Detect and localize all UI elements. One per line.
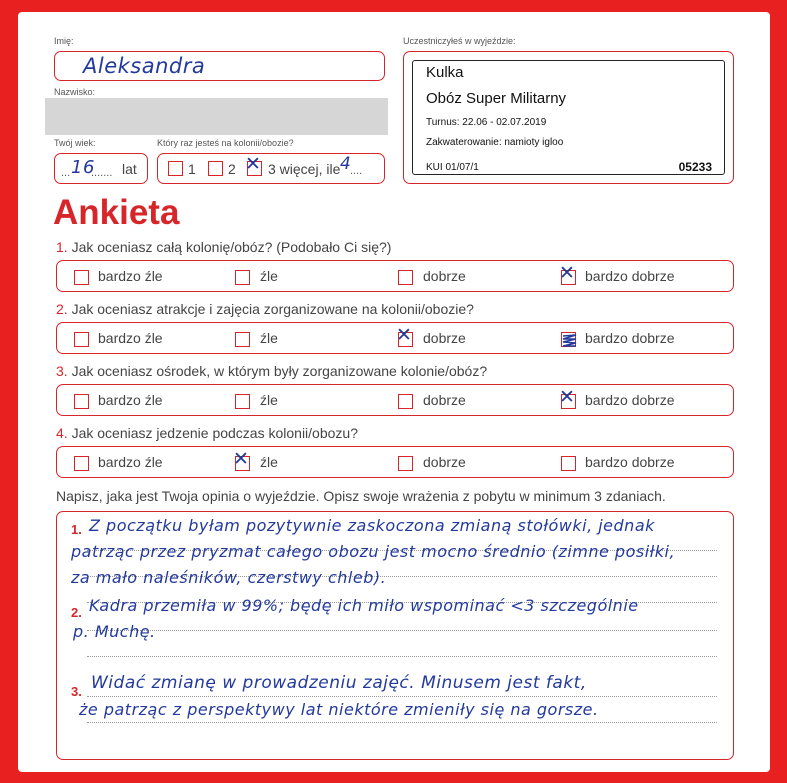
check-mark-icon: ✕ — [245, 153, 261, 175]
imie-field[interactable] — [54, 51, 385, 81]
camp-code: KUI 01/07/1 — [426, 162, 479, 173]
check-mark-icon: ✕ — [396, 324, 412, 346]
ktory-raz-option-1: 1 — [188, 161, 196, 177]
opinion-line-6: Widać zmianę w prowadzeniu zajęć. Minusem jest fakt, — [91, 673, 587, 693]
q1-option-zle: źle — [260, 268, 278, 284]
q4-checkbox-bardzo-zle[interactable] — [74, 456, 89, 471]
wiek-value: 16 — [71, 157, 95, 178]
q4-option-bardzo-dobrze: bardzo dobrze — [585, 454, 675, 470]
opinion-number-1: 1. — [71, 522, 82, 537]
q4-checkbox-zle[interactable] — [233, 448, 250, 471]
q3-checkbox-bardzo-dobrze[interactable] — [559, 386, 576, 409]
q3-checkbox-dobrze[interactable] — [398, 394, 413, 409]
camp-zakwaterowanie: Zakwaterowanie: namioty igloo — [426, 137, 564, 148]
question-2: 2. Jak oceniasz atrakcje i zajęcia zorganizowane na kolonii/obozie? — [56, 301, 474, 317]
ktory-raz-option-3: 3 więcej, ile — [268, 161, 341, 177]
question-1-options — [56, 260, 734, 292]
redacted-surname — [45, 98, 388, 135]
q2-checkbox-zle[interactable] — [235, 332, 250, 347]
check-mark-icon: ✕ — [559, 386, 575, 408]
q4-option-dobrze: dobrze — [423, 454, 466, 470]
opinion-line-4: Kadra przemiła w 99%; będę ich miło wspominać <3 szczególnie — [89, 596, 639, 615]
imie-label: Imię: — [54, 36, 74, 46]
camp-name: Kulka — [426, 64, 464, 81]
question-3-options — [56, 384, 734, 416]
camp-program: Obóz Super Militarny — [426, 90, 567, 107]
q3-option-dobrze: dobrze — [423, 392, 466, 408]
wiek-field[interactable]: ... 16 ....... lat — [54, 153, 148, 184]
opinion-prompt: Napisz, jaka jest Twoja opinia o wyjeździe. Opisz swoje wrażenia z pobytu w minimum 3 zdaniach. — [56, 488, 666, 504]
q1-checkbox-zle[interactable] — [235, 270, 250, 285]
q2-checkbox-bardzo-zle[interactable] — [74, 332, 89, 347]
q2-option-bardzo-zle: bardzo źle — [98, 330, 163, 346]
q4-option-zle: źle — [260, 454, 278, 470]
camp-stamp-box — [403, 51, 734, 184]
question-1: 1. Jak oceniasz całą kolonię/obóz? (Podobało Ci się?) — [56, 239, 392, 255]
scribble-icon — [562, 333, 577, 348]
wiek-unit: lat — [122, 161, 137, 177]
q4-option-bardzo-zle: bardzo źle — [98, 454, 163, 470]
question-2-options — [56, 322, 734, 354]
q4-checkbox-bardzo-dobrze[interactable] — [561, 456, 576, 471]
question-4-options — [56, 446, 734, 478]
q1-option-dobrze: dobrze — [423, 268, 466, 284]
ktory-raz-checkbox-2[interactable] — [208, 161, 223, 176]
q3-option-bardzo-dobrze: bardzo dobrze — [585, 392, 675, 408]
uczestniczyles-label: Uczestniczyłeś w wyjeździe: — [403, 36, 516, 46]
survey-title: Ankieta — [53, 193, 180, 232]
q1-checkbox-bardzo-dobrze[interactable] — [559, 262, 576, 285]
wiek-label: Twój wiek: — [54, 138, 96, 148]
opinion-number-3: 3. — [71, 684, 82, 699]
opinion-line-7: że patrząc z perspektywy lat niektóre zmieniły się na gorsze. — [79, 700, 599, 719]
opinion-line-3: za mało naleśników, czerstwy chleb). — [71, 568, 387, 587]
camp-number: 05233 — [678, 160, 712, 174]
opinion-line-5: p. Muchę. — [73, 622, 156, 641]
ktory-raz-field: 1 2 ✕ 3 więcej, ile 4 .... — [157, 153, 385, 184]
check-mark-icon: ✕ — [559, 262, 575, 284]
q2-option-bardzo-dobrze: bardzo dobrze — [585, 330, 675, 346]
camp-turnus: Turnus: 22.06 - 02.07.2019 — [426, 117, 547, 128]
ktory-raz-count: 4 — [340, 154, 352, 174]
q2-option-zle: źle — [260, 330, 278, 346]
ktory-raz-checkbox-1[interactable] — [168, 161, 183, 176]
q2-checkbox-dobrze[interactable] — [396, 324, 413, 347]
question-3: 3. Jak oceniasz ośrodek, w którym były zorganizowane kolonie/obóz? — [56, 363, 488, 379]
question-4: 4. Jak oceniasz jedzenie podczas kolonii/obozu? — [56, 425, 358, 441]
q1-checkbox-bardzo-zle[interactable] — [74, 270, 89, 285]
q2-option-dobrze: dobrze — [423, 330, 466, 346]
q4-checkbox-dobrze[interactable] — [398, 456, 413, 471]
q3-option-bardzo-zle: bardzo źle — [98, 392, 163, 408]
ktory-raz-checkbox-3[interactable] — [245, 153, 262, 176]
q2-checkbox-bardzo-dobrze[interactable] — [561, 332, 576, 347]
imie-value: Aleksandra — [83, 54, 206, 78]
opinion-textarea[interactable] — [56, 511, 734, 760]
q1-option-bardzo-dobrze: bardzo dobrze — [585, 268, 675, 284]
nazwisko-label: Nazwisko: — [54, 87, 96, 97]
opinion-number-2: 2. — [71, 605, 82, 620]
ktory-raz-option-2: 2 — [228, 161, 236, 177]
check-mark-icon: ✕ — [233, 448, 249, 470]
q1-checkbox-dobrze[interactable] — [398, 270, 413, 285]
q3-checkbox-zle[interactable] — [235, 394, 250, 409]
q3-checkbox-bardzo-zle[interactable] — [74, 394, 89, 409]
q1-option-bardzo-zle: bardzo źle — [98, 268, 163, 284]
opinion-line-2: patrząc przez pryzmat całego obozu jest mocno średnio (zimne posiłki, — [71, 542, 676, 561]
ktory-raz-label: Który raz jesteś na kolonii/obozie? — [157, 138, 294, 148]
q3-option-zle: źle — [260, 392, 278, 408]
opinion-line-1: Z początku byłam pozytywnie zaskoczona zmianą stołówki, jednak — [89, 516, 655, 535]
